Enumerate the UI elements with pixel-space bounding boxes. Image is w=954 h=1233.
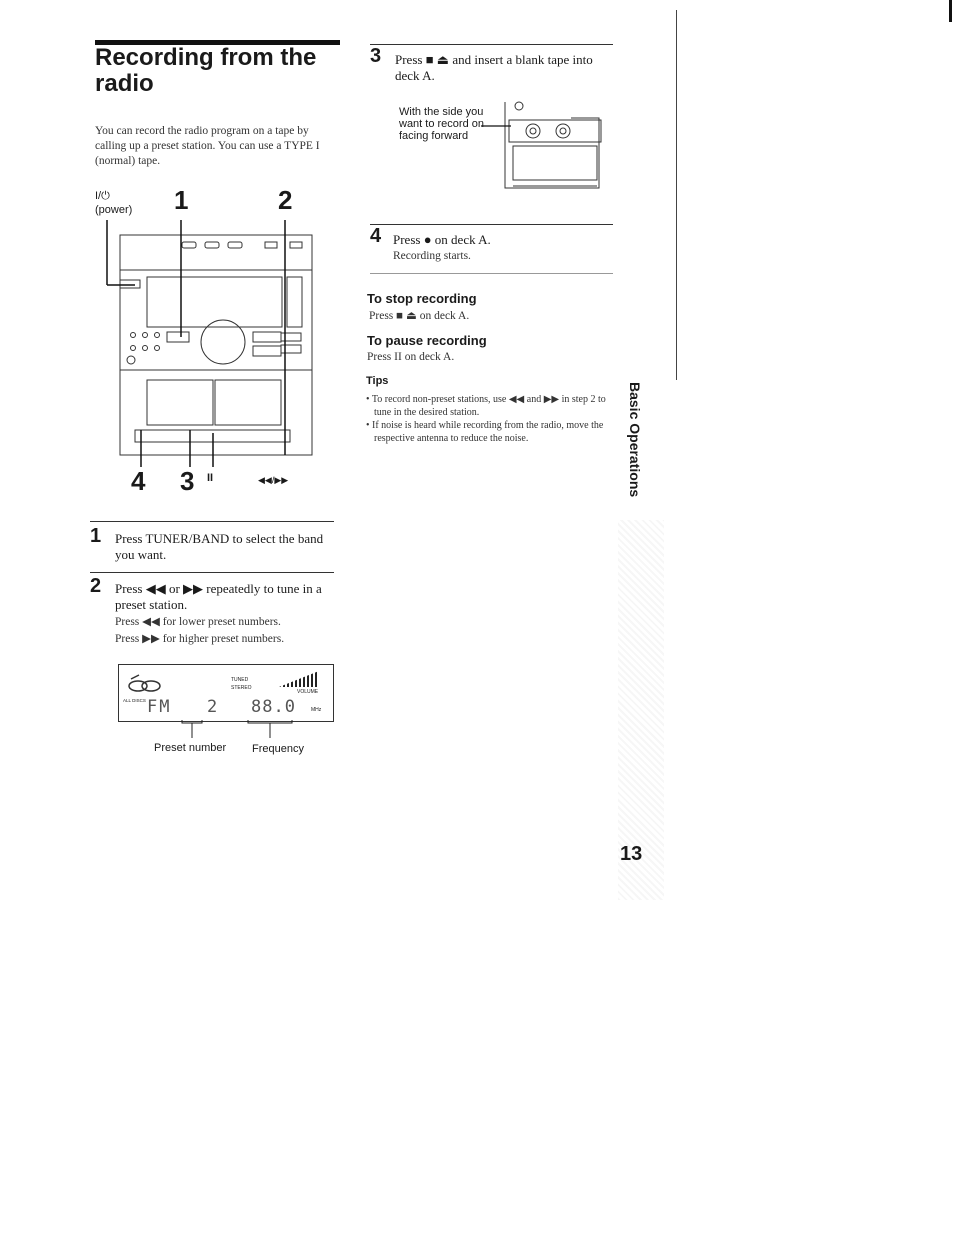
frequency-label: Frequency [252,743,304,755]
section-rule [370,273,613,274]
step-2-rule [90,572,334,573]
step-4-detail: Recording starts. [393,250,471,262]
step-1-text: Press TUNER/BAND to select the band you want. [115,531,324,562]
display-leader-lines [180,720,300,740]
callout-4: 4 [131,466,146,496]
intro-text: You can record the radio program on a tape by calling up a preset station. You can use a TYPE I (normal) tape. [95,125,320,167]
disc-icon [125,671,165,695]
power-sublabel: (power) [95,204,133,216]
step-4-rule [370,224,613,225]
step-1-rule [90,521,334,522]
tips-heading: Tips [366,375,389,387]
step-3-text: Press ■ ⏏ and insert a blank tape into deck A. [395,52,593,83]
callout-2: 2 [278,185,293,215]
callout-3: 3 [180,466,195,496]
volume-bar-icon [279,671,319,687]
step-2-detail-1: Press ◀◀ for lower preset numbers. [115,616,281,628]
step-4-text: Press ● on deck A. [393,232,491,247]
section-tab-label: Basic Operations [627,382,643,498]
volume-indicator: VOLUME [297,689,319,695]
unit-indicator: MHz [311,707,322,713]
callout-1: 1 [174,185,189,215]
step-2-detail-2: Press ▶▶ for higher preset numbers. [115,633,285,645]
pause-heading: To pause recording [367,333,487,348]
tips-list [366,393,610,445]
section-tab [624,382,646,515]
tip-item: • To record non-preset stations, use ◀◀ and ▶▶ in step 2 to tune in the desired station. [366,394,606,418]
deck-caption: With the side you want to record on facing forward [399,106,484,142]
edge-mark [949,0,952,22]
step-3-number: 3 [370,45,382,67]
callout-pause: II [207,472,214,484]
stereo-unit-diagram [95,215,325,475]
page-number: 13 [620,843,643,865]
pause-text: Press II on deck A. [367,351,455,363]
tip-item: • If noise is heard while recording from the radio, move the respective antenna to reduce the noise. [366,420,604,444]
step-2-text: Press ◀◀ or ▶▶ repeatedly to tune in a preset station. [115,581,322,612]
all-discs-indicator: ALL DISCS [123,698,146,703]
step-4-number: 4 [370,225,382,247]
step-3-rule [370,44,613,45]
step-1-number: 1 [90,525,102,547]
tuned-indicator: TUNED [231,677,249,683]
stop-text: Press ■ ⏏ on deck A. [369,310,470,322]
preset-readout: 2 [207,697,218,717]
callout-skip: ◀◀/▶▶ [258,475,289,485]
page-title: Recording from the radio [95,44,317,97]
deck-a-diagram [475,98,605,194]
frequency-readout: 88.0 [251,697,296,717]
stop-heading: To stop recording [367,291,477,306]
preset-number-label: Preset number [154,742,227,754]
power-label: I/⏻ [95,190,110,202]
band-readout: FM [147,697,172,717]
column-divider [676,10,677,380]
display-panel [118,664,334,722]
step-2-number: 2 [90,575,102,597]
stereo-indicator: STEREO [231,685,252,691]
